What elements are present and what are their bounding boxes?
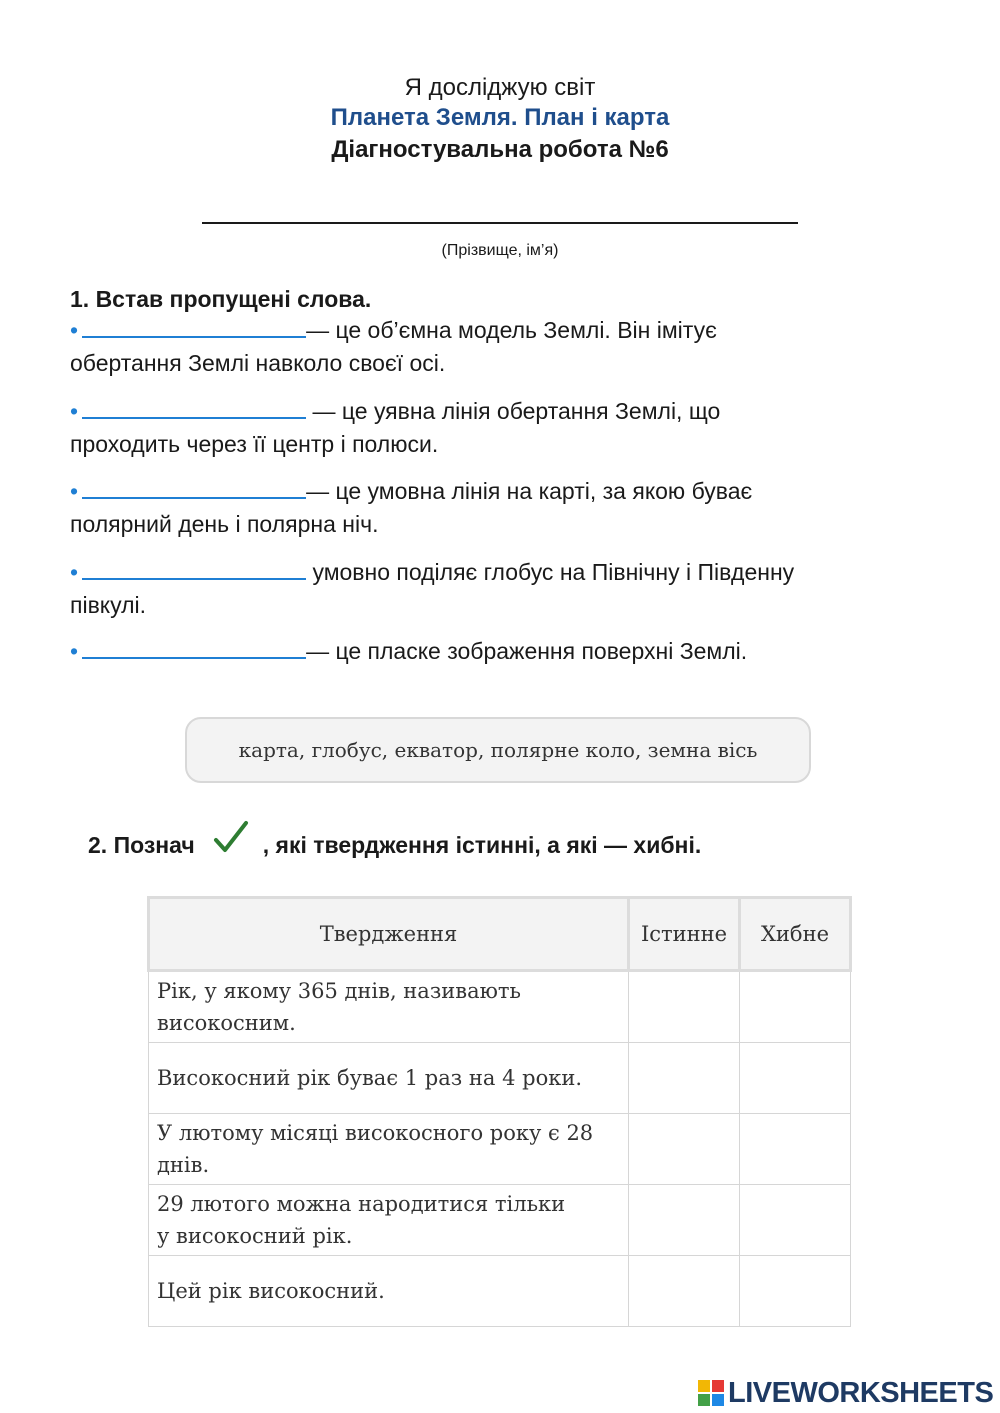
column-header-statement: Твердження [149, 898, 629, 971]
statements-table [147, 896, 852, 1327]
blank-field-1[interactable] [82, 314, 306, 338]
logo-square [712, 1394, 724, 1406]
bullet-icon: • [70, 317, 79, 343]
true-mark-cell[interactable] [629, 971, 740, 1043]
table-header-row [149, 898, 851, 971]
statement-line: високосним. [157, 1011, 296, 1035]
logo-squares-icon [698, 1380, 724, 1406]
statement-cell [149, 1114, 629, 1185]
true-mark-cell[interactable] [629, 1185, 740, 1256]
task1-title: 1. Встав пропущені слова. [70, 286, 372, 312]
false-mark-cell[interactable] [740, 971, 851, 1043]
logo-text: LIVEWORKSHEETS [728, 1376, 994, 1409]
true-mark-cell[interactable] [629, 1256, 740, 1327]
blank-field-3[interactable] [82, 475, 306, 499]
work-title: Діагностувальна робота №6 [331, 136, 669, 163]
false-mark-cell[interactable] [740, 1114, 851, 1185]
bullet-icon: • [70, 398, 79, 424]
logo-square [698, 1380, 710, 1392]
logo-square [712, 1380, 724, 1392]
item-text: — це умовна лінія на карті, за якою буває [306, 478, 753, 504]
item-text: — це об’ємна модель Землі. Він імітує [306, 317, 717, 343]
task1-item-3 [70, 475, 920, 541]
table-row [149, 1185, 851, 1256]
statement-cell [149, 1256, 629, 1327]
task1-item-4 [70, 556, 920, 622]
statement-line: Рік, у якому 365 днів, називають [157, 979, 521, 1003]
task2-title-end: , які твердження істинні, а які — хибні. [262, 831, 702, 858]
item-text: — це пласке зображення поверхні Землі. [306, 638, 748, 664]
task2-title [88, 828, 701, 862]
bullet-icon: • [70, 559, 79, 585]
word-bank: карта, глобус, екватор, полярне коло, земна вісь [185, 717, 811, 783]
checkmark-icon [213, 820, 249, 854]
true-mark-cell[interactable] [629, 1043, 740, 1114]
column-header-false: Хибне [740, 898, 851, 971]
false-mark-cell[interactable] [740, 1185, 851, 1256]
true-mark-cell[interactable] [629, 1114, 740, 1185]
statement-cell [149, 1043, 629, 1114]
item-text: проходить через її центр і полюси. [70, 431, 439, 457]
table-row [149, 1043, 851, 1114]
task1-item-2 [70, 395, 920, 461]
statement-line: Високосний рік буває 1 раз на 4 роки. [157, 1066, 583, 1090]
statement-cell [149, 971, 629, 1043]
task2-title-start: 2. Познач [88, 831, 195, 858]
logo-square [698, 1394, 710, 1406]
bullet-icon: • [70, 478, 79, 504]
statement-line: 29 лютого можна народитися тільки [157, 1192, 566, 1216]
item-text: полярний день і полярна ніч. [70, 511, 379, 537]
statement-cell [149, 1185, 629, 1256]
task1-item-5 [70, 635, 920, 668]
false-mark-cell[interactable] [740, 1256, 851, 1327]
blank-field-4[interactable] [82, 556, 306, 580]
statement-line: Цей рік високосний. [157, 1279, 385, 1303]
subject-title: Я досліджую світ [404, 74, 596, 101]
statement-line: днів. [157, 1153, 210, 1177]
column-header-true: Істинне [629, 898, 740, 971]
item-text: обертання Землі навколо своєї осі. [70, 350, 446, 376]
item-text: півкулі. [70, 592, 147, 618]
false-mark-cell[interactable] [740, 1043, 851, 1114]
bullet-icon: • [70, 638, 79, 664]
statement-line: У лютому місяці високосного року є 28 [157, 1121, 594, 1145]
blank-field-2[interactable] [82, 395, 306, 419]
name-caption: (Прізвище, ім’я) [441, 242, 559, 259]
topic-title: Планета Земля. План і карта [330, 104, 670, 131]
statement-line: у високосний рік. [157, 1224, 353, 1248]
table-row [149, 1256, 851, 1327]
name-input-line[interactable] [202, 222, 798, 224]
liveworksheets-logo[interactable] [698, 1376, 993, 1410]
blank-field-5[interactable] [82, 635, 306, 659]
task1-item-1 [70, 314, 920, 380]
table-row [149, 1114, 851, 1185]
table-row [149, 971, 851, 1043]
item-text: — це уявна лінія обертання Землі, що [306, 398, 721, 424]
item-text: умовно поділяє глобус на Північну і Південну [306, 559, 795, 585]
